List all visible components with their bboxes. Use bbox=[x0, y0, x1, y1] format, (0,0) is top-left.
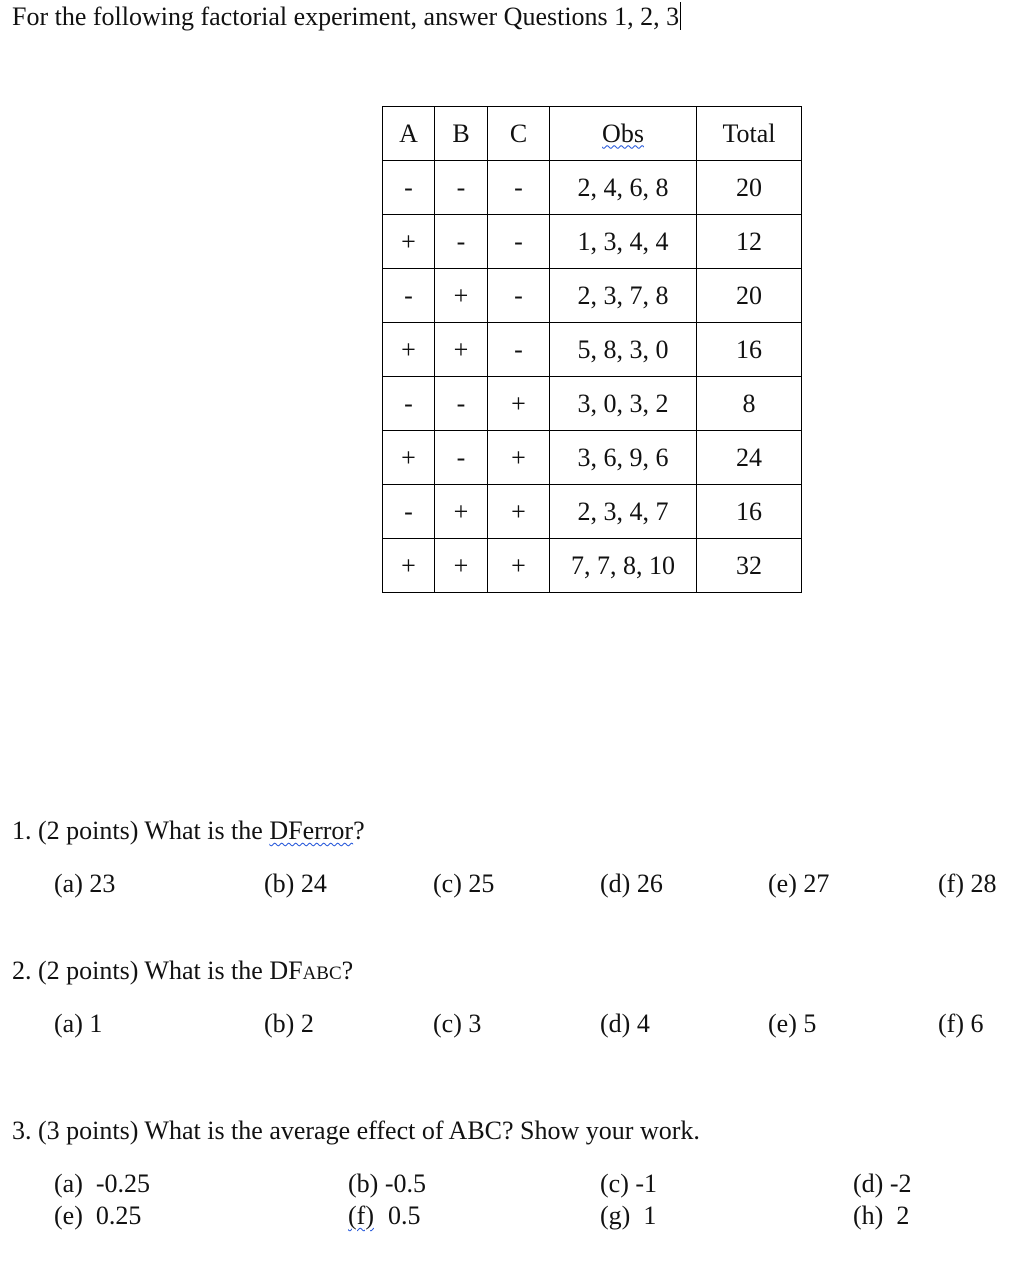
header-a: A bbox=[383, 107, 435, 161]
header-obs-label: Obs bbox=[602, 118, 644, 148]
header-obs bbox=[550, 107, 697, 161]
cell-c: + bbox=[488, 539, 550, 593]
cell-a: + bbox=[383, 431, 435, 485]
cell-obs: 3, 6, 9, 6 bbox=[550, 431, 697, 485]
heading-text: For the following factorial experiment, answer Questions 1, 2, 3 bbox=[12, 2, 680, 31]
table-row bbox=[383, 323, 802, 377]
q1-option-c: (c) 25 bbox=[433, 869, 495, 898]
q1-prefix: 1. (2 points) What is the bbox=[12, 816, 270, 845]
cell-b: - bbox=[435, 161, 488, 215]
q1-option-b: (b) 24 bbox=[264, 869, 327, 898]
cell-c: - bbox=[488, 323, 550, 377]
q1-option-d: (d) 26 bbox=[600, 869, 663, 898]
cell-obs: 3, 0, 3, 2 bbox=[550, 377, 697, 431]
cell-obs: 7, 7, 8, 10 bbox=[550, 539, 697, 593]
cell-b: + bbox=[435, 485, 488, 539]
cell-obs: 5, 8, 3, 0 bbox=[550, 323, 697, 377]
header-total: Total bbox=[697, 107, 802, 161]
q2-suffix: ? bbox=[341, 956, 354, 985]
table-row bbox=[383, 215, 802, 269]
cell-c: + bbox=[488, 485, 550, 539]
cell-a: + bbox=[383, 215, 435, 269]
q2-option-b: (b) 2 bbox=[264, 1009, 314, 1038]
cell-c: - bbox=[488, 215, 550, 269]
q2-prefix: 2. (2 points) What is the DF bbox=[12, 956, 303, 985]
text-cursor bbox=[680, 2, 681, 30]
cell-c: - bbox=[488, 269, 550, 323]
table-row bbox=[383, 431, 802, 485]
cell-total: 24 bbox=[697, 431, 802, 485]
q2-option-e: (e) 5 bbox=[768, 1009, 817, 1038]
question-1 bbox=[12, 814, 365, 848]
q2-subscript: ABC bbox=[302, 963, 342, 984]
cell-total: 16 bbox=[697, 485, 802, 539]
cell-obs: 2, 4, 6, 8 bbox=[550, 161, 697, 215]
cell-total: 20 bbox=[697, 269, 802, 323]
q3-option-c: (c) -1 bbox=[600, 1169, 658, 1198]
q3-option-g: (g) 1 bbox=[600, 1201, 657, 1230]
q1-option-a: (a) 23 bbox=[54, 869, 116, 898]
cell-c: - bbox=[488, 161, 550, 215]
q3-option-b: (b) -0.5 bbox=[348, 1169, 426, 1198]
q1-option-f: (f) 28 bbox=[938, 869, 997, 898]
cell-b: - bbox=[435, 215, 488, 269]
cell-obs: 1, 3, 4, 4 bbox=[550, 215, 697, 269]
question-3: 3. (3 points) What is the average effect of ABC? Show your work. bbox=[12, 1116, 700, 1145]
table-row bbox=[383, 377, 802, 431]
header-c: C bbox=[488, 107, 550, 161]
question-2 bbox=[12, 954, 353, 991]
cell-obs: 2, 3, 7, 8 bbox=[550, 269, 697, 323]
page-heading bbox=[12, 0, 681, 34]
q2-option-c: (c) 3 bbox=[433, 1009, 482, 1038]
table-header-row bbox=[383, 107, 802, 161]
q3-option-e: (e) 0.25 bbox=[54, 1201, 142, 1230]
factorial-table bbox=[382, 106, 802, 593]
table-row bbox=[383, 485, 802, 539]
q1-suffix: ? bbox=[353, 816, 365, 845]
q3-option-a: (a) -0.25 bbox=[54, 1169, 151, 1198]
cell-a: + bbox=[383, 323, 435, 377]
q3-option-d: (d) -2 bbox=[853, 1169, 912, 1198]
cell-obs: 2, 3, 4, 7 bbox=[550, 485, 697, 539]
q1-option-e: (e) 27 bbox=[768, 869, 830, 898]
cell-a: - bbox=[383, 485, 435, 539]
table-row bbox=[383, 269, 802, 323]
cell-total: 16 bbox=[697, 323, 802, 377]
cell-total: 32 bbox=[697, 539, 802, 593]
header-b: B bbox=[435, 107, 488, 161]
q2-option-a: (a) 1 bbox=[54, 1009, 103, 1038]
table-row bbox=[383, 539, 802, 593]
cell-b: + bbox=[435, 323, 488, 377]
q3-option-h: (h) 2 bbox=[853, 1201, 910, 1230]
q3-option-f-letter: (f) bbox=[348, 1201, 374, 1230]
table-row bbox=[383, 161, 802, 215]
cell-a: - bbox=[383, 377, 435, 431]
cell-b: + bbox=[435, 539, 488, 593]
q2-option-f: (f) 6 bbox=[938, 1009, 984, 1038]
cell-c: + bbox=[488, 377, 550, 431]
cell-a: - bbox=[383, 269, 435, 323]
cell-total: 8 bbox=[697, 377, 802, 431]
cell-total: 20 bbox=[697, 161, 802, 215]
q1-term: DFerror bbox=[269, 816, 354, 845]
cell-a: + bbox=[383, 539, 435, 593]
cell-b: - bbox=[435, 377, 488, 431]
q2-option-d: (d) 4 bbox=[600, 1009, 650, 1038]
cell-a: - bbox=[383, 161, 435, 215]
q3-option-f bbox=[348, 1200, 420, 1232]
cell-c: + bbox=[488, 431, 550, 485]
cell-total: 12 bbox=[697, 215, 802, 269]
cell-b: - bbox=[435, 431, 488, 485]
q3-option-f-value: 0.5 bbox=[387, 1201, 421, 1230]
cell-b: + bbox=[435, 269, 488, 323]
